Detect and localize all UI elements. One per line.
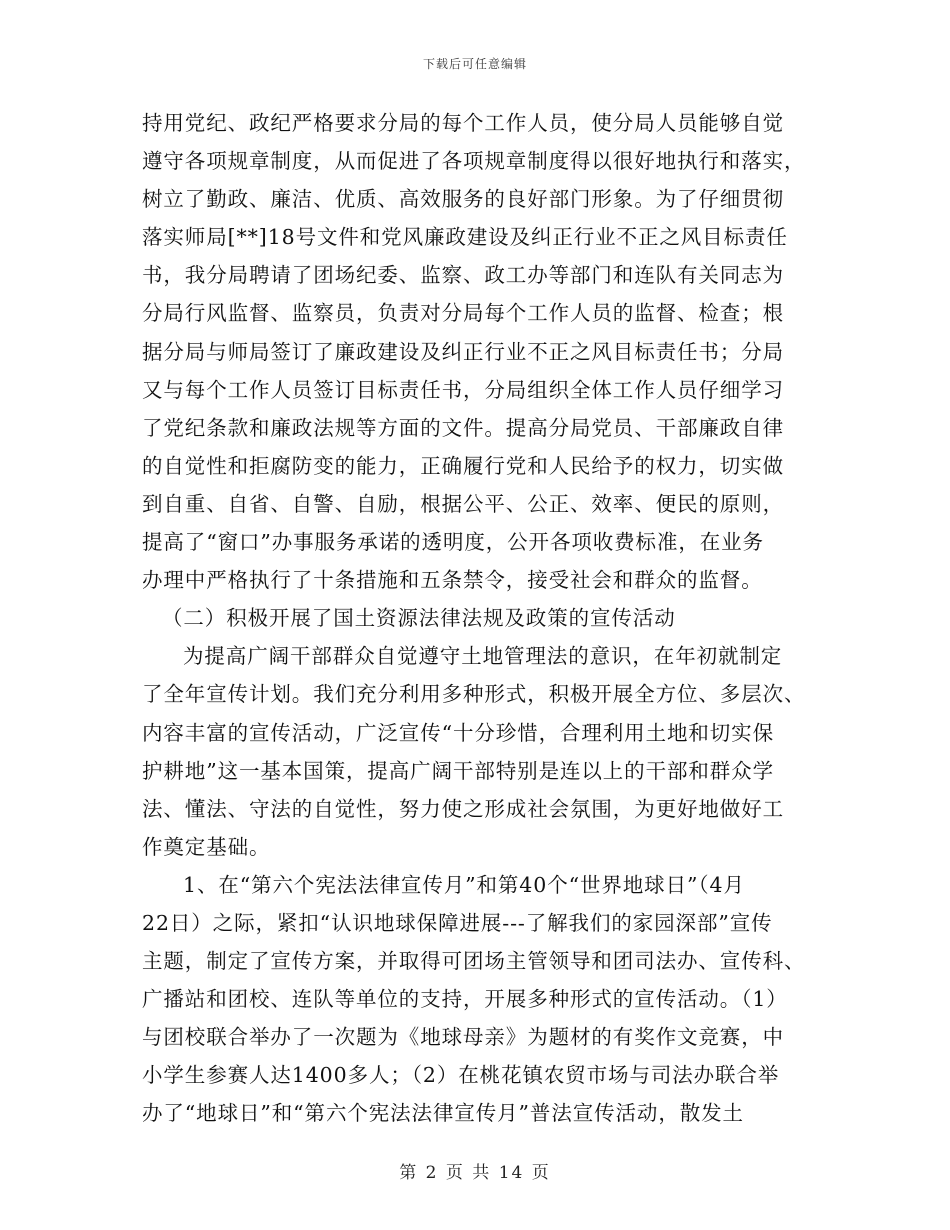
text-line: 到自重、自省、自警、自励，根据公平、公正、效率、便民的原则， bbox=[142, 491, 784, 516]
text-line: 与团校联合举办了一次题为《地球母亲》为题材的有奖作文竞赛，中 bbox=[142, 1025, 784, 1050]
text-line: 护耕地”这一基本国策，提高广阔干部特别是连以上的干部和群众学 bbox=[142, 758, 774, 783]
text-line: 了全年宣传计划。我们充分利用多种形式，积极开展全方位、多层次、 bbox=[142, 682, 806, 707]
text-line: 办理中严格执行了十条措施和五条禁令，接受社会和群众的监督。 bbox=[142, 568, 763, 593]
text-line: 为提高广阔干部群众自觉遵守土地管理法的意识，在年初就制定 bbox=[183, 644, 783, 669]
text-line: 小学生参赛人达1400多人；（2）在桃花镇农贸市场与司法办联合举 bbox=[142, 1063, 780, 1088]
text-line: 据分局与师局签订了廉政建设及纠正行业不正之风目标责任书；分局 bbox=[142, 339, 784, 364]
text-line: 主题，制定了宣传方案，并取得可团场主管领导和团司法办、宣传科、 bbox=[142, 949, 806, 974]
text-line: 持用党纪、政纪严格要求分局的每个工作人员，使分局人员能够自觉 bbox=[142, 111, 784, 135]
text-line: 办了“地球日”和“第六个宪法法律宣传月”普法宣传活动，散发土 bbox=[142, 1101, 744, 1126]
text-line: 遵守各项规章制度，从而促进了各项规章制度得以很好地执行和落实， bbox=[142, 149, 806, 174]
text-line: 22日）之际，紧扣“认识地球保障进展---了解我们的家园深部”宣传 bbox=[142, 910, 773, 935]
text-line: 内容丰富的宣传活动，广泛宣传“十分珍惜，合理利用土地和切实保 bbox=[142, 720, 774, 745]
text-line: 书，我分局聘请了团场纪委、监察、政工办等部门和连队有关同志为 bbox=[142, 263, 784, 288]
text-line: 作奠定基础。 bbox=[142, 834, 271, 859]
section-heading: （二）积极开展了国土资源法律法规及政策的宣传活动 bbox=[162, 606, 676, 631]
text-line: 1、在“第六个宪法法律宣传月”和第40个“世界地球日”（4月 bbox=[183, 872, 745, 897]
page-header: 下载后可任意编辑 bbox=[422, 57, 527, 71]
text-line: 的自觉性和拒腐防变的能力，正确履行党和人民给予的权力，切实做 bbox=[142, 453, 784, 478]
document-body bbox=[142, 104, 814, 1133]
text-line: 了党纪条款和廉政法规等方面的文件。提高分局党员、干部廉政自律 bbox=[142, 415, 784, 440]
text-line: 树立了勤政、廉洁、优质、高效服务的良好部门形象。为了仔细贯彻 bbox=[142, 187, 784, 212]
text-line: 提高了“窗口”办事服务承诺的透明度，公开各项收费标准，在业务 bbox=[142, 530, 764, 555]
text-line: 又与每个工作人员签订目标责任书，分局组织全体工作人员仔细学习 bbox=[142, 377, 784, 402]
text-line: 法、懂法、守法的自觉性，努力使之形成社会氛围，为更好地做好工 bbox=[142, 796, 784, 821]
text-line: 广播站和团校、连队等单位的支持，开展多种形式的宣传活动。（1） bbox=[142, 987, 788, 1012]
text-line: 落实师局[**]18号文件和党风廉政建设及纠正行业不正之风目标责任 bbox=[142, 225, 788, 250]
text-line: 分局行风监督、监察员，负责对分局每个工作人员的监督、检查；根 bbox=[142, 301, 784, 326]
page-footer: 第 2 页 共 14 页 bbox=[399, 1163, 551, 1183]
